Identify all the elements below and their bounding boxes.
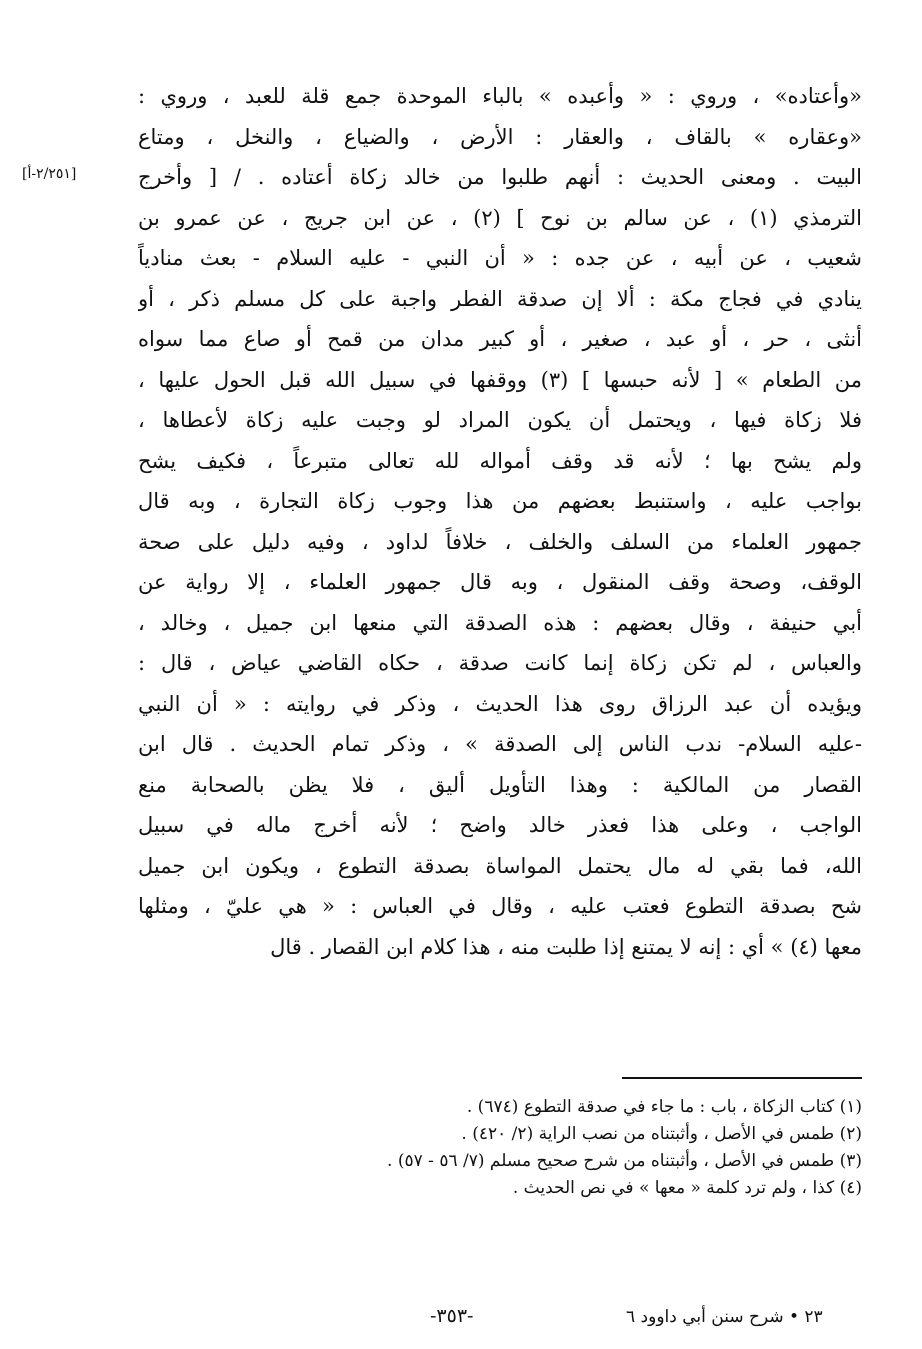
page-number: -٣٥٣- xyxy=(430,1305,474,1327)
text-line: من الطعام » [ لأنه حبسها ] (٣) ووقفها في سبيل الله قبل الحول عليها ، xyxy=(138,367,862,392)
text-line: الوقف، وصحة وقف المنقول ، وبه قال جمهور العلماء ، إلا رواية عن xyxy=(138,570,862,594)
running-title: ٢٣ • شرح سنن أبي داوود ٦ xyxy=(626,1307,823,1327)
footnote-separator xyxy=(622,1077,862,1079)
margin-folio-note: [٢/٢٥١-أ] xyxy=(22,166,77,182)
footnote: (٢) طمس في الأصل ، وأثبتناه من نصب الراية (٢/ ٤٢٠) . xyxy=(461,1124,862,1144)
text-line: ولم يشح بها ؛ لأنه قد وقف أمواله لله تعالى متبرعاً ، فكيف يشح xyxy=(138,448,862,473)
text-line: بواجب عليه ، واستنبط بعضهم من هذا وجوب زكاة التجارة ، وبه قال xyxy=(138,489,862,513)
text-line: القصار من المالكية : وهذا التأويل أليق ، فلا يظن بالصحابة منع xyxy=(138,772,862,797)
text-line: فلا زكاة فيها ، ويحتمل أن يكون المراد لو وجبت عليه زكاة لأعطاها ، xyxy=(138,408,862,432)
text-line: -عليه السلام- ندب الناس إلى الصدقة » ، وذكر تمام الحديث . قال ابن xyxy=(138,732,862,756)
footnotes xyxy=(300,1094,862,1202)
footnote: (١) كتاب الزكاة ، باب : ما جاء في صدقة التطوع (٦٧٤) . xyxy=(466,1097,862,1117)
text-line: الله، فما بقي له مال يحتمل المواساة بصدقة التطوع ، ويكون ابن جميل xyxy=(138,853,862,878)
text-line: والعباس ، لم تكن زكاة إنما كانت صدقة ، حكاه القاضي عياض ، قال : xyxy=(138,651,862,675)
main-text xyxy=(138,76,862,967)
text-line: أنثى ، حر ، أو عبد ، صغير ، أو كبير مدان من قمح أو صاع مما سواه xyxy=(138,327,862,351)
text-line: ينادي في فجاج مكة : ألا إن صدقة الفطر واجبة على كل مسلم ذكر ، أو xyxy=(138,286,862,311)
text-line: «وأعتاده» ، وروي : « وأعبده » بالباء الموحدة جمع قلة للعبد ، وروي : xyxy=(138,84,862,108)
text-line: أبي حنيفة ، وقال بعضهم : هذه الصدقة التي منعها ابن جميل ، وخالد ، xyxy=(138,610,862,635)
text-line: شعيب ، عن أبيه ، عن جده : « أن النبي - عليه السلام - بعث منادياً xyxy=(138,246,862,270)
text-line: شح بصدقة التطوع فعتب عليه ، وقال في العباس : « هي عليّ ، ومثلها xyxy=(138,894,862,918)
text-line: جمهور العلماء من السلف والخلف ، خلافاً لداود ، وفيه دليل على صحة xyxy=(138,529,862,554)
text-line: معها (٤) » أي : إنه لا يمتنع إذا طلبت منه ، هذا كلام ابن القصار . قال xyxy=(270,934,862,959)
text-line: ويؤيده أن عبد الرزاق روى هذا الحديث ، وذكر في روايته : « أن النبي xyxy=(138,691,862,716)
text-line: الترمذي (١) ، عن سالم بن نوح ] (٢) ، عن ابن جريج ، عن عمرو بن xyxy=(138,205,862,230)
footnote: (٤) كذا ، ولم ترد كلمة « معها » في نص الحديث . xyxy=(512,1178,862,1198)
footnote: (٣) طمس في الأصل ، وأثبتناه من شرح صحيح مسلم (٧/ ٥٦ - ٥٧) . xyxy=(387,1151,862,1171)
text-line: «وعقاره » بالقاف ، والعقار : الأرض ، والضياع ، والنخل ، ومتاع xyxy=(138,124,862,149)
text-line: البيت . ومعنى الحديث : أنهم طلبوا من خالد زكاة أعتاده . / [ وأخرج xyxy=(138,165,862,189)
text-line: الواجب ، وعلى هذا فعذر خالد واضح ؛ لأنه أخرج ماله في سبيل xyxy=(138,813,862,837)
